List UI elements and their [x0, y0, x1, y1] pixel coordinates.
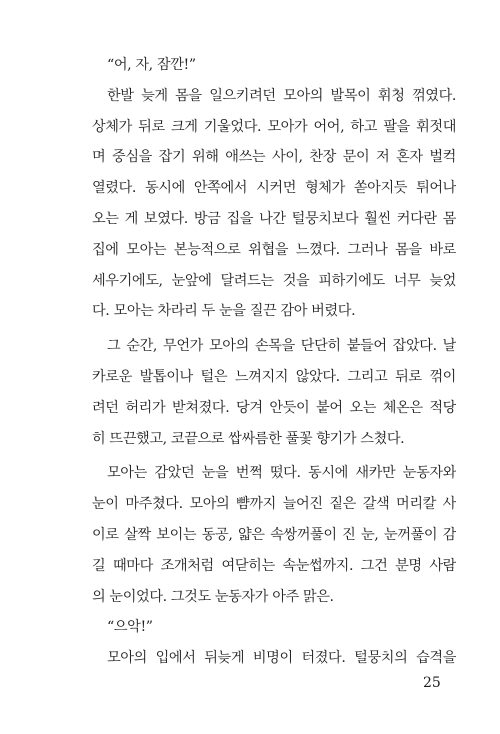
- text-line: 눈이 마주쳤다. 모아의 뺨까지 늘어진 짙은 갈색 머리칼 사: [92, 496, 456, 513]
- dialogue-line: “으악!”: [107, 619, 153, 636]
- text-line: 상체가 뒤로 크게 기울었다. 모아가 어어, 하고 팔을 휘젓대: [92, 118, 456, 135]
- text-line: 려던 허리가 받쳐졌다. 당겨 안듯이 붙어 오는 체온은 적당: [92, 399, 456, 416]
- text-line: 다. 모아는 차라리 두 눈을 질끈 감아 버렸다.: [92, 303, 356, 320]
- text-line: 의 눈이었다. 그것도 눈동자가 아주 맑은.: [92, 588, 334, 605]
- text-line: 세우기에도, 눈앞에 달려드는 것을 피하기에도 너무 늦었: [92, 272, 456, 289]
- page-number: 25: [423, 675, 441, 691]
- text-line: 모아의 입에서 뒤늦게 비명이 터졌다. 털뭉치의 습격을: [107, 650, 456, 667]
- text-line: 히 뜨끈했고, 코끝으로 쌉싸름한 풀꽃 향기가 스쳤다.: [92, 430, 405, 447]
- text-line: 한발 늦게 몸을 일으키려던 모아의 발목이 휘청 꺾였다.: [107, 87, 456, 104]
- text-line: 이로 살짝 보이는 동공, 얇은 속쌍꺼풀이 진 눈, 눈꺼풀이 감: [92, 526, 456, 543]
- text-line: 카로운 발톱이나 털은 느껴지지 않았다. 그리고 뒤로 꺾이: [92, 368, 456, 385]
- text-line: 며 중심을 잡기 위해 애쓰는 사이, 찬장 문이 저 혼자 벌컥: [92, 149, 456, 166]
- body-text: [92, 50, 456, 674]
- text-line: 모아는 감았던 눈을 번쩍 떴다. 동시에 새카만 눈동자와: [107, 465, 456, 482]
- text-line: 그 순간, 무언가 모아의 손목을 단단히 붙들어 잡았다. 날: [107, 338, 456, 355]
- text-line: 길 때마다 조개처럼 여닫히는 속눈썹까지. 그건 분명 사람: [92, 557, 456, 574]
- text-line: 집에 모아는 본능적으로 위협을 느꼈다. 그러나 몸을 바로: [92, 241, 456, 258]
- text-line: 열렸다. 동시에 안쪽에서 시커먼 형체가 쏟아지듯 튀어나: [92, 180, 456, 197]
- text-line: 오는 게 보였다. 방금 집을 나간 털뭉치보다 훨씬 커다란 몸: [92, 210, 456, 227]
- dialogue-line: “어, 자, 잠깐!”: [107, 57, 196, 73]
